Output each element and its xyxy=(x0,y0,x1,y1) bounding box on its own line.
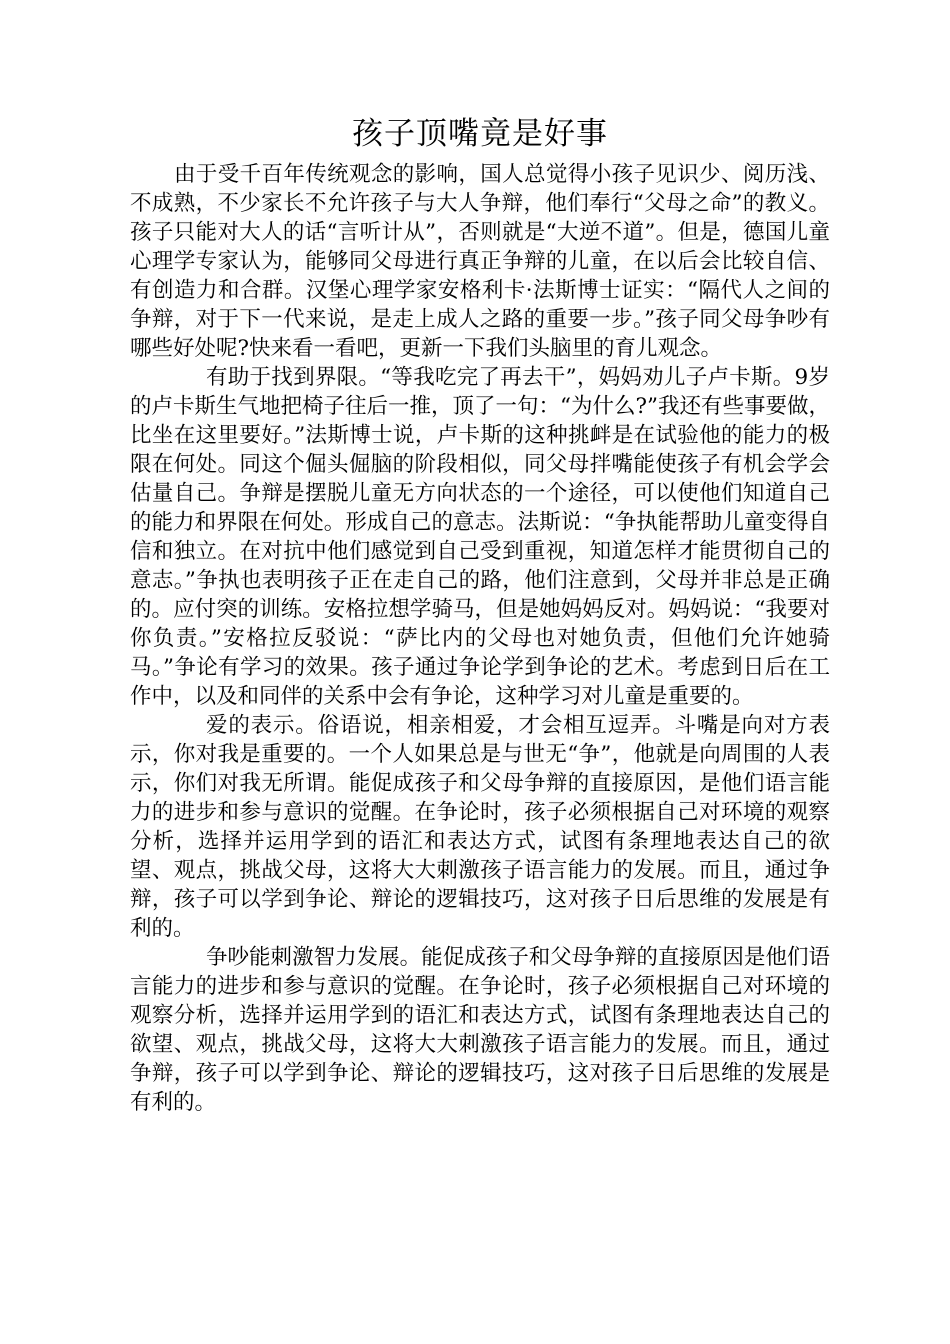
paragraph-sign-of-love: 爱的表示。俗语说，相亲相爱，才会相互逗弄。斗嘴是向对方表示，你对我是重要的。一个人如果总是与世无“争”，他就是向周围的人表示，你们对我无所谓。能促成孩子和父母争辩的直接原因，是他们语言能力的进步和参与意识的觉醒。在争论时，孩子必须根据自己对环境的观察分析，选择并运用学到的语汇和表达方式，试图有条理地表达自己的欲望、观点，挑战父母，这将大大刺激孩子语言能力的发展。而且，通过争辩，孩子可以学到争论、辩论的逻辑技巧，这对孩子日后思维的发展是有利的。 xyxy=(130,713,830,941)
paragraph-intro: 由于受千百年传统观念的影响，国人总觉得小孩子见识少、阅历浅、不成熟，不少家长不允许孩子与大人争辩，他们奉行“父母之命”的教义。孩子只能对大人的话“言听计从”，否则就是“大逆不道”。但是，德国儿童心理学专家认为，能够同父母进行真正争辩的儿童，在以后会比较自信、有创造力和合群。汉堡心理学家安格利卡·法斯博士证实：“隔代人之间的争辩，对于下一代来说，是走上成人之路的重要一步。”孩子同父母争吵有哪些好处呢?快来看一看吧，更新一下我们头脑里的育儿观念。 xyxy=(130,162,830,361)
article-body xyxy=(130,112,830,1117)
paragraph-find-boundaries: 有助于找到界限。“等我吃完了再去干”，妈妈劝儿子卢卡斯。9岁的卢卡斯生气地把椅子往后一推，顶了一句：“为什么?”我还有些事要做，比坐在这里要好。”法斯博士说，卢卡斯的这种挑衅是在试验他的能力的极限在何处。同这个倔头倔脑的阶段相似，同父母拌嘴能使孩子有机会学会估量自己。争辩是摆脱儿童无方向状态的一个途径，可以使他们知道自己的能力和界限在何处。形成自己的意志。法斯说：“争执能帮助儿童变得自信和独立。在对抗中他们感觉到自己受到重视，知道怎样才能贯彻自己的意志。”争执也表明孩子正在走自己的路，他们注意到，父母并非总是正确的。应付突的训练。安格拉想学骑马，但是她妈妈反对。妈妈说：“我要对你负责。”安格拉反驳说：“萨比内的父母也对她负责，但他们允许她骑马。”争论有学习的效果。孩子通过争论学到争论的艺术。考虑到日后在工作中，以及和同伴的关系中会有争论，这种学习对儿童是重要的。 xyxy=(130,365,831,709)
article-title: 孩子顶嘴竟是好事 xyxy=(352,116,608,152)
paragraph-intelligence: 争吵能刺激智力发展。能促成孩子和父母争辩的直接原因是他们语言能力的进步和参与意识的觉醒。在争论时，孩子必须根据自己对环境的观察分析，选择并运用学到的语汇和表达方式，试图有条理地表达自己的欲望、观点，挑战父母，这将大大刺激孩子语言能力的发展。而且，通过争辩，孩子可以学到争论、辩论的逻辑技巧，这对孩子日后思维的发展是有利的。 xyxy=(130,945,830,1115)
